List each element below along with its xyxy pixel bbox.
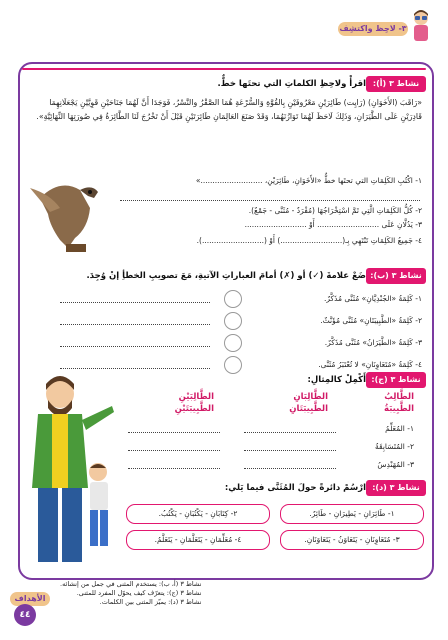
goal-note-1: نشاط ٣ (أ، ب): يستخدم المثنى في جمل من إنشائه. (60, 580, 202, 588)
activity-2-instruction: ضَعْ علامةَ (✓) أو (✗) أمامَ العباراتِ الآتيةِ، مَعَ تصويبِ الخطأِ إنْ وُجِدَ. (86, 271, 366, 281)
column-3-example: الطَّبِيبَتَيْنِ (174, 404, 214, 414)
activity-1-tag: نشاط ٣ (أ): (366, 76, 426, 92)
answer-line[interactable] (244, 450, 336, 451)
activity-1-question-1: ١- اكْتُبِ الكَلِمَاتِ التي تحتَها خطٌّ «الأَخَوَانِ، طَائِرَيْنِ، ..........................» (195, 176, 422, 185)
correction-line[interactable] (60, 346, 210, 347)
answer-circle[interactable] (224, 290, 242, 308)
goals-label: الأهداف (10, 592, 50, 606)
activity-4-box-4[interactable]: ٤- مُعَلِّمَانِ - يَتَعَلَّمَانِ - يَتَعَلَّمُ. (126, 530, 270, 550)
answer-line[interactable] (120, 200, 420, 201)
activity-1-question-3: ٣- يَدُلَّانِ عَلَى .......................... أَوْ .......................... (244, 220, 422, 229)
lesson-title: ٣- لاحِظ واكتشِف (338, 22, 408, 36)
column-1-header: الطَّالِبُ (384, 392, 414, 402)
answer-circle[interactable] (224, 334, 242, 352)
column-1-example: الطَّبِيبَةُ (384, 404, 414, 414)
activity-4-box-1[interactable]: ١- طَائِرَانِ - يَطِيرَانِ - طَائِرٌ. (280, 504, 424, 524)
answer-circle[interactable] (224, 312, 242, 330)
column-2-example: الطَّبِيبَتَانِ (289, 404, 328, 414)
activity-2-item-2: ٢- كَلِمَةُ «الطَّبِيبَتَانِ» مُثَنَّى مُؤَنَّثٌ. (320, 316, 422, 325)
lesson-header (330, 8, 440, 32)
column-2-header: الطَّالِبَانِ (293, 392, 328, 402)
correction-line[interactable] (60, 324, 210, 325)
answer-line[interactable] (128, 450, 220, 451)
activity-1-instruction: اقرأْ ولاحِظِ الكلماتِ التي تحتَها خطٌّ. (217, 79, 366, 89)
activity-3-instruction: أَكْمِلْ كالمِثالِ: (307, 375, 366, 385)
goal-note-2: نشاط ٣ (ج): يتعرّف كيف يحوّل المفرد للمثنى. (76, 589, 202, 597)
answer-line[interactable] (128, 432, 220, 433)
goal-note-3: نشاط ٣ (د): يميّز المثنى بين الكلمات. (99, 598, 202, 606)
answer-circle[interactable] (224, 356, 242, 374)
activity-1-passage: «رَاقَبَ (الأَخَوَانِ) (رَايِت) طَائِرَيْنِ مَعْرُوفَيْنِ بِالقُوَّةِ وَالسُّرْعَةِ هُمَا الصَّقْرُ والنَّسْرُ، فَوَجَدَا أَنَّ لَهُمَا جَنَاحَيْنِ قَوِيَّيْنِ يَجْعَلَانِهِمَا قَادِرَيْنِ عَلَى الطَّيَرَانِ، وَذَلِكَ لَاحَظَ لَهُمَا تَوَازُنَهُمَا، وَقَدْ صَنَعَ العَالِمَانِ طَائِرَتَيْنِ قَبْلَ أَنْ تَخْرُجَ لَنَا الطَّائِرَةُ فِي صُورَتِهَا النِّهَائِيَّةِ». (36, 98, 422, 121)
activity-2-item-1: ١- كَلِمَةُ «الجُنْدِيَّانِ» مُثَنَّى مُذَكَّرٌ. (324, 294, 422, 303)
activity-2-tag: نشاط ٣ (ب): (366, 268, 426, 284)
column-3-header: الطَّالِبَيْنِ (178, 392, 214, 402)
correction-line[interactable] (60, 302, 210, 303)
activity-1-question-4: ٤- جَمِيعُ الكَلِمَاتِ تَنْتَهِي بِـ(..........................) أَوْ (..........................). (196, 236, 422, 245)
activity-4-instruction: ارْسُمْ دائرةً حولَ المُثَنَّى فيما يَلي: (224, 483, 366, 493)
activity-4-box-3[interactable]: ٣- مُتَعَاوِنَانِ - يَتَعَاوَنُ - يَتَعَاوَنَانِ. (280, 530, 424, 550)
activity-3-row-1: ١- المُعَلِّمُ (385, 424, 414, 433)
falcon-image (30, 178, 110, 256)
boy-with-binoculars-icon (408, 8, 434, 44)
activity-3-row-3: ٣- المُهَنْدِسُ (377, 460, 414, 469)
activity-4-tag: نشاط ٣ (د): (366, 480, 426, 496)
answer-line[interactable] (244, 468, 336, 469)
father-and-son-illustration (16, 368, 120, 568)
answer-line[interactable] (128, 468, 220, 469)
divider (22, 68, 426, 70)
page-number: ٤٤ (14, 604, 36, 626)
activity-3-tag: نشاط ٣ (ج): (366, 372, 426, 388)
activity-4-box-2[interactable]: ٢- كِتَابَانِ - يَكْتُبَانِ - يَكْتُبُ. (126, 504, 270, 524)
activity-2-item-4: ٤- كَلِمَةُ «مُتَعَاوِنَانِ» لا تُعْتَبَرُ مُثَنَّى. (318, 360, 422, 369)
goals-notes (60, 580, 201, 607)
activity-3-row-2: ٢- المُتَسَابِقَةُ (375, 442, 414, 451)
activity-1-question-2: ٢- كُلُّ الكَلِمَاتِ الَّتِي تَمَّ اسْتِخْرَاجُهَا (مُفْرَدٌ - مُثَنَّى - جَمْعٌ). (248, 206, 422, 215)
activity-2-item-3: ٣- كَلِمَةُ «الطَّيَرَانُ» مُثَنَّى مُذَكَّرٌ. (324, 338, 422, 347)
answer-line[interactable] (244, 432, 336, 433)
